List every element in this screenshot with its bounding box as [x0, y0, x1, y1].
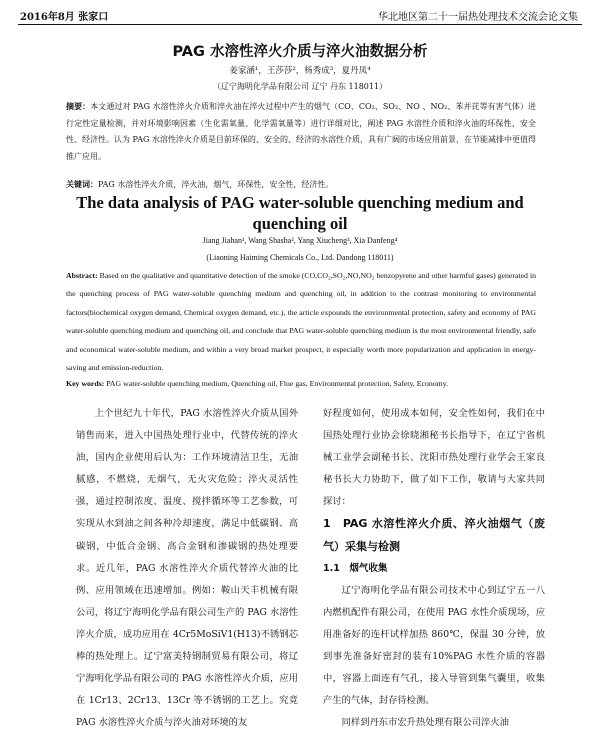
header-proceedings-title: 华北地区第二十一届热处理技术交流会论文集 [378, 12, 578, 23]
body-paragraph-continued: 好程度如何，使用成本如何，安全性如何，我们在中国热处理行业协会徐晓湘秘书长指导下，在辽宁省机械工业学会副秘书长、沈阳市热处理行业学会王家良秘书长大力协助下，做了如下工作，敬请与大家共同探讨： [323, 408, 545, 508]
body-paragraph: 同样到丹东市宏升热处理有限公司淬火油 [341, 717, 509, 729]
body-paragraph: 辽宁海明化学品有限公司技术中心到辽宁五一八内燃机配件有限公司，在使用 PAG 水性介质现场，应用准备好的连杆试样加热 860℃，保温 30 分钟，放到事先准备好密封的装有10%PAG 水性介质的容器中，容器上面连有气孔，接入导管到集气囊里，收集产生的气体，封存待检测。 [323, 584, 545, 707]
english-abstract-text: Based on the qualitative and quantitative detection of the smoke (CO,CO₂,SO₂,NO,NO₂ benzopyrene and other harmful gases) generated in the quenching process of PAG water-soluble quenching medium and quenching oil, in addition to the contrast monitoring to environmental factors(biochemical oxygen demand, Chemical oxygen demand, etc.), the article expounds the environmental protection, safety and economy of PAG water-soluble quenching medium and quenching oil, and conclude that PAG water-soluble quenching medium is the most environmental friendly, safe and economical water-soluble medium, and within a very broad market prospect, it especially worth more popularization and application in energy-saving and emission-reduction. [66, 271, 537, 373]
running-header [0, 0, 600, 22]
body-paragraph: 上个世纪九十年代，PAG 水溶性淬火介质从国外销售而来，进入中国热处理行业中，代替传统的淬火油，国内企业使用后认为：工作环境清洁卫生，无油腻感，不燃烧，无烟气，无火灾危险；淬火灵活性强，通过控制浓度、温度、搅拌循环等工艺参数，可实现从水到油之间各种冷却速度，满足中低碳钢、高碳钢，中低合金钢、高合金钢和渗碳钢的热处理要求。近几年，PAG 水溶性淬火介质代替淬火油的比例、应用领域在迅速增加。例如：鞍山天丰机械有限公司，将辽宁海明化学品有限公司生产的 PAG 水溶性淬火介质，成功应用在 4Cr5MoSiV1(H13)不锈钢芯棒的热处理上。辽宁富美特钢制贸易有限公司，将辽宁海明化学品有限公司的 PAG 水溶性淬火介质，应用在 1Cr13、2Cr13、13Cr 等不锈钢的工艺上。究竟 PAG 水溶性淬火介质与淬火油对环境的友 [76, 408, 298, 729]
english-keywords-text: PAG water-soluble quenching medium, Quenching oil, Flue gas, Environmental protection, Safety, Economy. [106, 379, 449, 388]
chinese-keywords-label: 关键词： [66, 179, 98, 189]
english-abstract-label: Abstract: [66, 271, 98, 280]
chinese-authors: 姜家涵¹，王莎莎²，杨秀成³，夏丹凤⁴ [229, 66, 371, 76]
chinese-title: PAG 水溶性淬火介质与淬火油数据分析 [172, 44, 428, 60]
chinese-abstract-label: 摘要： [66, 101, 91, 111]
english-keywords [66, 379, 536, 388]
section-heading: 1 PAG 水溶性淬火介质、淬火油烟气（废气）采集与检测 [323, 517, 545, 553]
english-affiliation: (Liaoning Haiming Chemicals Co., Ltd. Dandong 118011) [206, 253, 394, 262]
header-rule [18, 24, 582, 25]
english-authors: Jiang Jiahan¹, Wang Shasha², Yang Xiucheng³, Xia Danfeng⁴ [202, 236, 398, 245]
english-abstract [66, 267, 536, 377]
subsection-heading: 1.1 烟气收集 [323, 562, 388, 574]
chinese-keywords [66, 179, 536, 190]
body-column-right [323, 403, 545, 734]
header-date-location: 2016年8月 张家口 [20, 12, 109, 23]
chinese-abstract-text: 本文通过对 PAG 水溶性淬火介质和淬火油在淬火过程中产生的烟气（CO、CO₂、SO₂、NO 、NO₂、苯并芘等有害气体）进行定性定量检测，并对环境影响因素（生化需氧量、化学需氧量等）进行详细对比，阐述 PAG 水溶性介质和淬火油的环保性、安全性、经济性。认为 PAG 水溶性淬火介质是目前环保的、安全的、经济的水溶性介质，具有广阔的市场应用前景，在节能减排中更值得推广应用。 [66, 102, 537, 161]
chinese-keywords-text: PAG 水溶性淬火介质，淬火油，烟气，环保性，安全性，经济性。 [98, 180, 334, 189]
english-keywords-label: Key words: [66, 379, 105, 388]
body-column-left [76, 403, 298, 734]
chinese-abstract [66, 98, 536, 165]
chinese-affiliation: （辽宁海明化学品有限公司 辽宁 丹东 118011） [212, 82, 388, 91]
english-title: The data analysis of PAG water-soluble quenching medium and quenching oil [76, 193, 524, 233]
